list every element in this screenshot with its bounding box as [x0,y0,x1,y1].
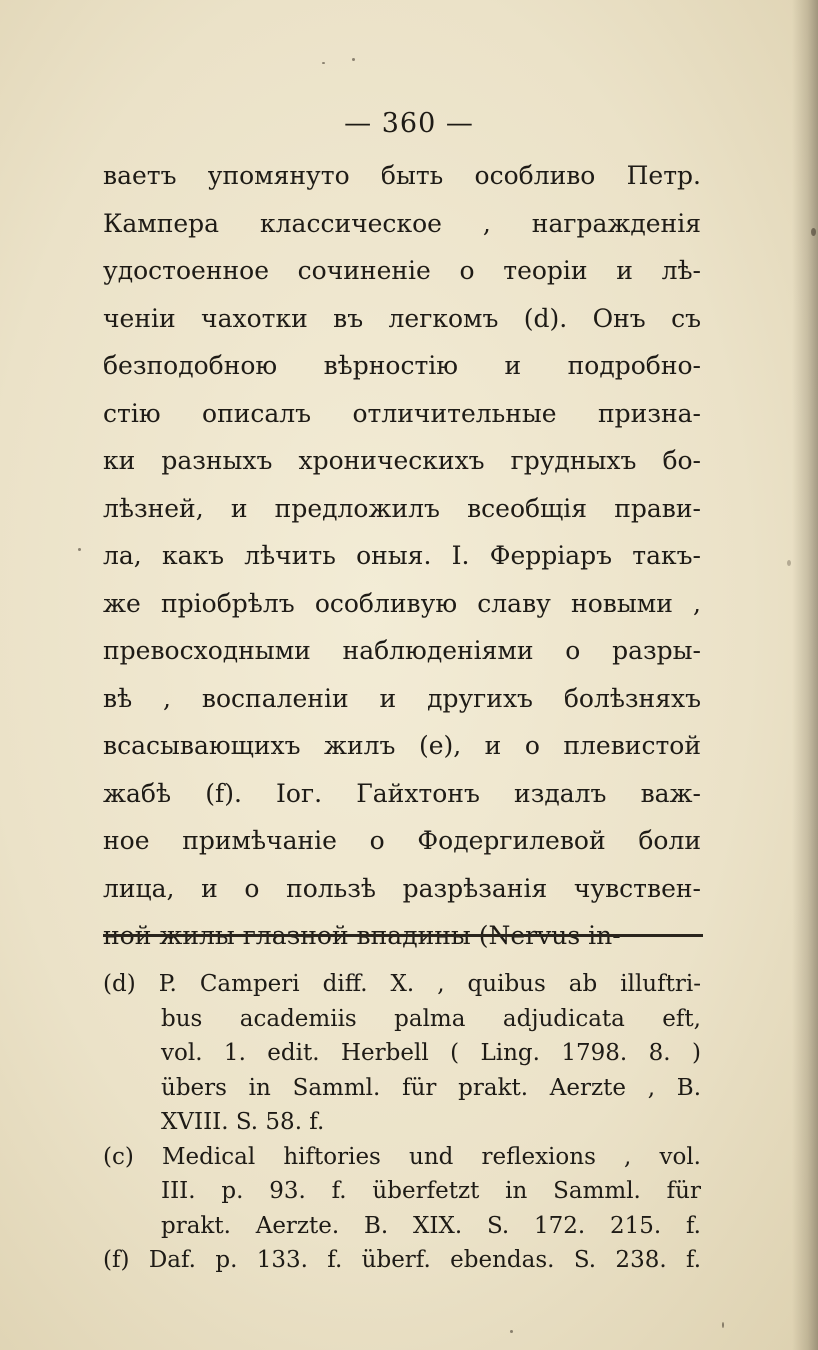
footnotes [103,967,701,1278]
text-line: лица, и о пользѣ разрѣзанія чувствен- [103,873,701,903]
text-line: жабѣ (f). Іог. Гайхтонъ издалъ важ- [103,778,701,808]
text-line: безподобною вѣрностію и подробно- [103,351,701,380]
text-line: ваетъ упомянуто быть особливо Петр. [103,161,701,190]
text-line: ченіи чахотки въ легкомъ (d). Онъ съ [103,303,701,333]
footnote-d [103,967,701,1002]
text-line: всасывающихъ жилъ (e), и о плевистой [103,731,701,760]
footnote-text: prakt. Aerzte. B. XIX. S. 172. 215. f. [161,1212,701,1239]
footnote-divider [103,934,703,937]
footnote-text: XVIII. S. 58. f. [161,1109,325,1135]
text-line: лѣзней, и предложилъ всеобщія прави- [103,493,701,523]
footnote-label: (d) [103,971,136,997]
text-line: удостоенное сочиненіе о теоріи и лѣ- [103,256,701,285]
text-line: стію описалъ отличительные призна- [103,398,701,428]
page-edge-shadow [792,0,818,1350]
footnote-text: übers in Samml. für prakt. Aerzte , B. [161,1074,701,1101]
footnote-text: vol. 1. edit. Herbell ( Ling. 1798. 8. ) [161,1040,701,1066]
footnote-f [103,1243,701,1278]
footnote-text: III. p. 93. f. überfetzt in Samml. für [161,1178,701,1204]
footnote-text: bus academiis palma adjudicata eft, [161,1005,701,1032]
footnote-label: (f) [103,1247,130,1273]
footnote-text: Daf. p. 133. f. überf. ebendas. S. 238. f. [148,1247,702,1273]
footnote-c [103,1140,701,1175]
text-line: вѣ , воспаленіи и другихъ болѣзняхъ [103,683,701,713]
text-line: ки разныхъ хроническихъ грудныхъ бо- [103,446,701,475]
body-text [103,152,701,960]
footnote-text: P. Camperi diff. X. , quibus ab illuftri- [158,971,701,997]
text-line: ла, какъ лѣчить оныя. І. Ферріаръ такъ- [103,541,701,570]
text-line: же пріобрѣлъ особливую славу новыми , [103,588,701,618]
text-line: ное примѣчаніе о Фодергилевой боли [103,826,701,855]
footnote-text: Medical hiftories und reflexions , vol. [161,1143,701,1170]
footnote-label: (c) [103,1143,134,1170]
text-line: ной жилы глазной впадины (Nervus in- [103,921,621,950]
page-number: — 360 — [344,108,474,139]
text-line: Кампера классическое , награжденія [103,208,701,238]
text-line: превосходными наблюденіями о разры- [103,636,701,665]
